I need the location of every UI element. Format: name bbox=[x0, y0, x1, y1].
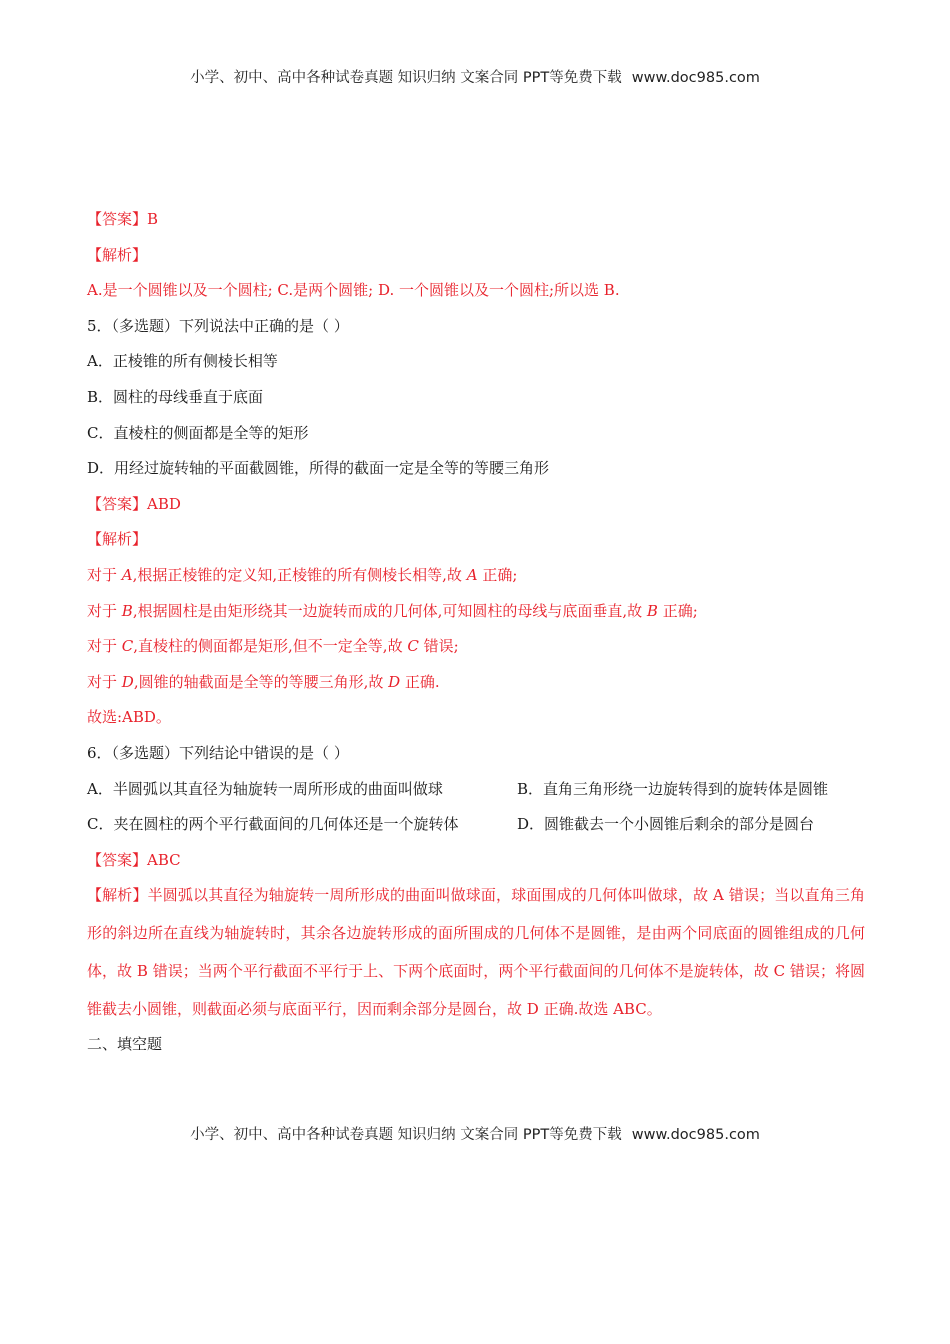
q6-option-c: C．夹在圆柱的两个平行截面间的几何体还是一个旋转体 bbox=[87, 815, 459, 834]
document-body bbox=[87, 209, 865, 1070]
q6-option-b: B．直角三角形绕一边旋转得到的旋转体是圆锥 bbox=[517, 779, 829, 798]
q5-conclusion: 故选:ABD。 bbox=[87, 708, 171, 727]
q6-answer bbox=[87, 850, 865, 870]
footer-url[interactable]: www.doc985.com bbox=[631, 1127, 760, 1143]
q5-option-a: A．正棱锥的所有侧棱长相等 bbox=[87, 352, 278, 371]
header-url[interactable]: www.doc985.com bbox=[631, 70, 760, 86]
variable: D bbox=[121, 672, 134, 691]
text: ,直棱柱的侧面都是矩形,但不一定全等,故 bbox=[133, 637, 408, 656]
q5-option-c: C．直棱柱的侧面都是全等的矩形 bbox=[87, 423, 309, 442]
text: ,根据圆柱是由矩形绕其一边旋转而成的几何体,可知圆柱的母线与底面垂直,故 bbox=[132, 601, 647, 620]
variable: B bbox=[121, 601, 133, 620]
q5-analysis-d bbox=[87, 672, 865, 692]
answer-value: ABC bbox=[147, 850, 181, 869]
q5-question: 5．（多选题）下列说法中正确的是（ ） bbox=[87, 316, 349, 335]
footer-text: 小学、初中、高中各种试卷真题 知识归纳 文案合同 PPT等免费下载 bbox=[190, 1127, 622, 1143]
q5-analysis-b bbox=[87, 601, 865, 621]
q5-answer bbox=[87, 494, 865, 514]
variable: B bbox=[646, 601, 658, 620]
q6-option-d: D．圆锥截去一个小圆锥后剩余的部分是圆台 bbox=[517, 815, 815, 834]
q6-option-a: A．半圆弧以其直径为轴旋转一周所形成的曲面叫做球 bbox=[87, 779, 443, 798]
q5-analysis-label: 【解析】 bbox=[87, 530, 148, 549]
q6-options-row-2 bbox=[87, 814, 865, 834]
q6-analysis bbox=[87, 876, 865, 1028]
q5-analysis-a bbox=[87, 565, 865, 585]
q6-question: 6．（多选题）下列结论中错误的是（ ） bbox=[87, 743, 349, 762]
text: 对于 bbox=[87, 637, 122, 656]
variable: D bbox=[388, 672, 401, 691]
variable: C bbox=[121, 637, 134, 656]
text: ,圆锥的轴截面是全等的等腰三角形,故 bbox=[133, 672, 389, 691]
text: 对于 bbox=[87, 565, 122, 584]
q4-analysis-label: 【解析】 bbox=[87, 245, 148, 264]
q5-option-b: B．圆柱的母线垂直于底面 bbox=[87, 387, 264, 406]
variable: A bbox=[121, 565, 133, 584]
page-header bbox=[0, 66, 950, 87]
analysis-text: 半圆弧以其直径为轴旋转一周所形成的曲面叫做球面，球面围成的几何体叫做球，故 A 错误；当以直角三角形的斜边所在直线为轴旋转时，其余各边旋转形成的面所围成的几何体不是圆锥，是由两个同底面的圆锥组成的几何体，故 B 错误；当两个平行截面不平行于上、下两个底面时，两个平行截面间的几何体不是旋转体，故 C 错误；将圆锥截去小圆锥，则截面必须与底面平行，因而剩余部分是圆台，故 D 正确.故选 ABC。 bbox=[87, 886, 865, 1019]
text: 错误; bbox=[418, 637, 459, 656]
text: 对于 bbox=[87, 672, 122, 691]
text: ,根据正棱锥的定义知,正棱锥的所有侧棱长相等,故 bbox=[132, 565, 467, 584]
text: 对于 bbox=[87, 601, 122, 620]
section-heading: 二、填空题 bbox=[87, 1035, 163, 1054]
text: 正确; bbox=[477, 565, 518, 584]
analysis-label: 【解析】 bbox=[87, 886, 148, 905]
variable: C bbox=[407, 637, 419, 656]
q5-option-d: D．用经过旋转轴的平面截圆锥，所得的截面一定是全等的等腰三角形 bbox=[87, 459, 550, 478]
q5-analysis-c bbox=[87, 636, 865, 656]
page-footer bbox=[0, 1123, 950, 1144]
text: 正确; bbox=[657, 601, 698, 620]
q4-analysis: A.是一个圆锥以及一个圆柱; C.是两个圆锥; D. 一个圆锥以及一个圆柱;所以选 B. bbox=[87, 281, 620, 300]
answer-label: 【答案】 bbox=[87, 494, 148, 513]
variable: A bbox=[466, 565, 478, 584]
q6-options-row-1 bbox=[87, 779, 865, 799]
q4-answer bbox=[87, 209, 865, 229]
answer-label: 【答案】 bbox=[87, 850, 148, 869]
text: 正确. bbox=[400, 672, 440, 691]
answer-value: B bbox=[147, 210, 159, 228]
answer-value: ABD bbox=[147, 494, 181, 513]
answer-label: 【答案】 bbox=[87, 210, 148, 228]
header-text: 小学、初中、高中各种试卷真题 知识归纳 文案合同 PPT等免费下载 bbox=[190, 70, 622, 86]
